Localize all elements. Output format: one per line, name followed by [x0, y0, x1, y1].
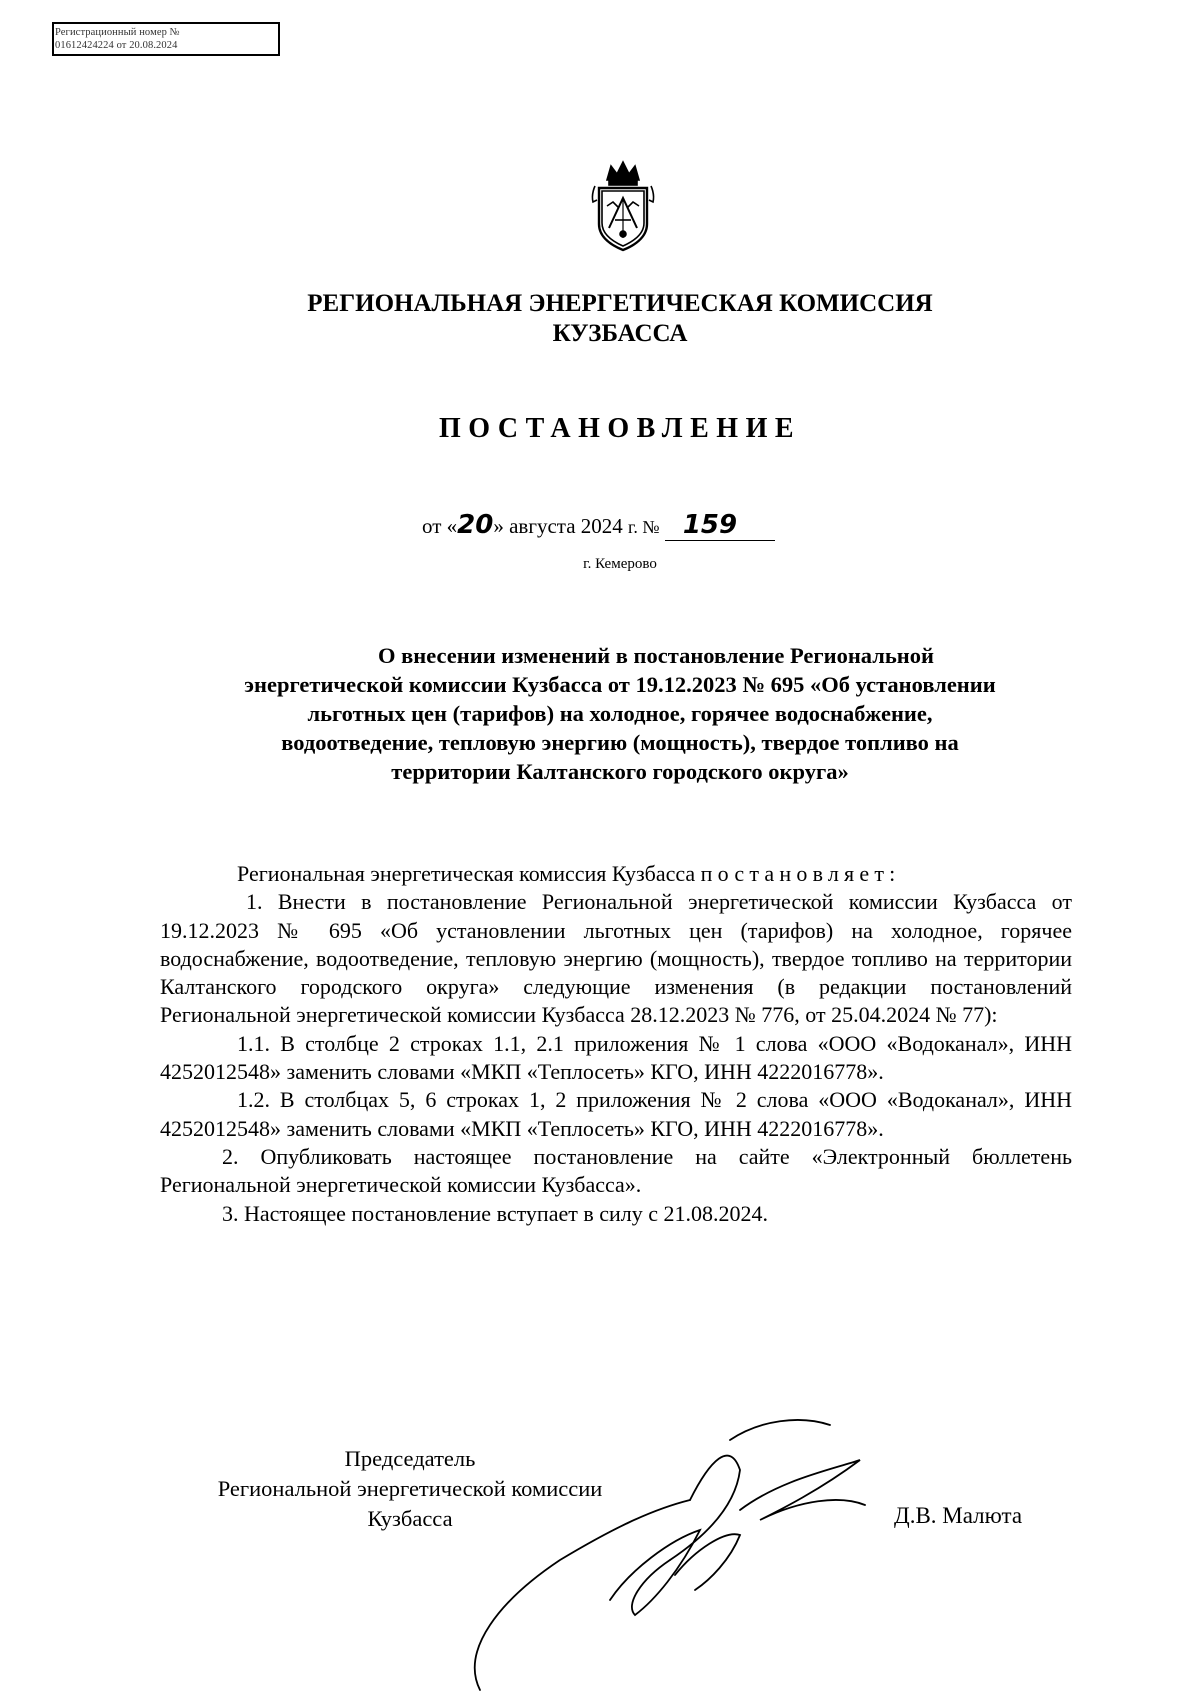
signatory-title-line-1: Председатель — [344, 1446, 476, 1471]
date-month-year: » августа 2024 — [493, 514, 629, 538]
item-1-1: 1.1. В столбце 2 строках 1.1, 2.1 приложения № 1 слова «ООО «Водоканал», ИНН 4252012548» заменить словами «МКП «Теплосеть» КГО, ИНН 4222016778». — [160, 1030, 1072, 1085]
item-1-2: 1.2. В столбцах 5, 6 строках 1, 2 приложения № 2 слова «ООО «Водоканал», ИНН 4252012548» заменить словами «МКП «Теплосеть» КГО, ИНН 4222016778». — [160, 1087, 1072, 1141]
organization-name-line-1: РЕГИОНАЛЬНАЯ ЭНЕРГЕТИЧЕСКАЯ КОМИССИЯ — [307, 290, 933, 317]
document-type-title: ПОСТАНОВЛЕНИЕ — [438, 413, 802, 444]
registration-line-1: Регистрационный номер № — [55, 27, 180, 38]
subject-line: энергетической комиссии Кузбасса от 19.12.2023 № 695 «Об установлении — [244, 672, 996, 697]
signatory-title-line-2: Региональной энергетической комиссии — [217, 1476, 603, 1501]
registration-line-2: 01612424224 от 20.08.2024 — [55, 40, 178, 51]
preamble-text: Региональная энергетическая комиссия Кузбасса — [237, 861, 701, 886]
item-1: 1. Внести в постановление Региональной энергетической комиссии Кузбасса от 19.12.2023 № 695 «Об установлении льготных цен (тарифов) на холодное, горячее водоснабжение, водоотведение, тепловую энергию (мощность), твердое топливо на территории Калтанского городского округа» следующие изменения (в редакции постановлений Региональной энергетической комиссии Кузбасса 28.12.2023 № 776, от 25.04.2024 № 77): — [160, 889, 1072, 1028]
document-subject — [160, 641, 1080, 786]
city-label: г. Кемерово — [583, 556, 657, 572]
subject-line: водоотведение, тепловую энергию (мощность), твердое топливо на — [281, 730, 959, 755]
preamble-verb: постановляет: — [700, 861, 901, 886]
subject-line: территории Калтанского городского округа» — [391, 759, 849, 784]
item-3: 3. Настоящее постановление вступает в силу с 21.08.2024. — [222, 1200, 769, 1226]
handwritten-signature-icon — [440, 1400, 900, 1700]
date-prefix: от « — [422, 514, 458, 538]
subject-line: льготных цен (тарифов) на холодное, горячее водоснабжение, — [307, 701, 933, 726]
preamble — [160, 860, 1072, 888]
document-body — [160, 860, 1072, 1228]
date-year-suffix: г. № — [628, 517, 660, 537]
document-number-handwritten: 159 — [682, 510, 738, 540]
signatory-name: Д.В. Малюта — [894, 1503, 1023, 1528]
date-day-handwritten: 20 — [457, 510, 494, 540]
item-2: 2. Опубликовать настоящее постановление на сайте «Электронный бюллетень Региональной энергетической комиссии Кузбасса». — [160, 1143, 1072, 1198]
registration-stamp — [52, 22, 280, 56]
coat-of-arms-icon — [585, 158, 661, 254]
organization-name-line-2: КУЗБАССА — [552, 320, 688, 347]
date-line — [422, 510, 775, 541]
signatory-title-line-3: Кузбасса — [367, 1506, 453, 1531]
organization-name — [200, 289, 1040, 349]
subject-line: О внесении изменений в постановление Региональной — [378, 643, 934, 668]
